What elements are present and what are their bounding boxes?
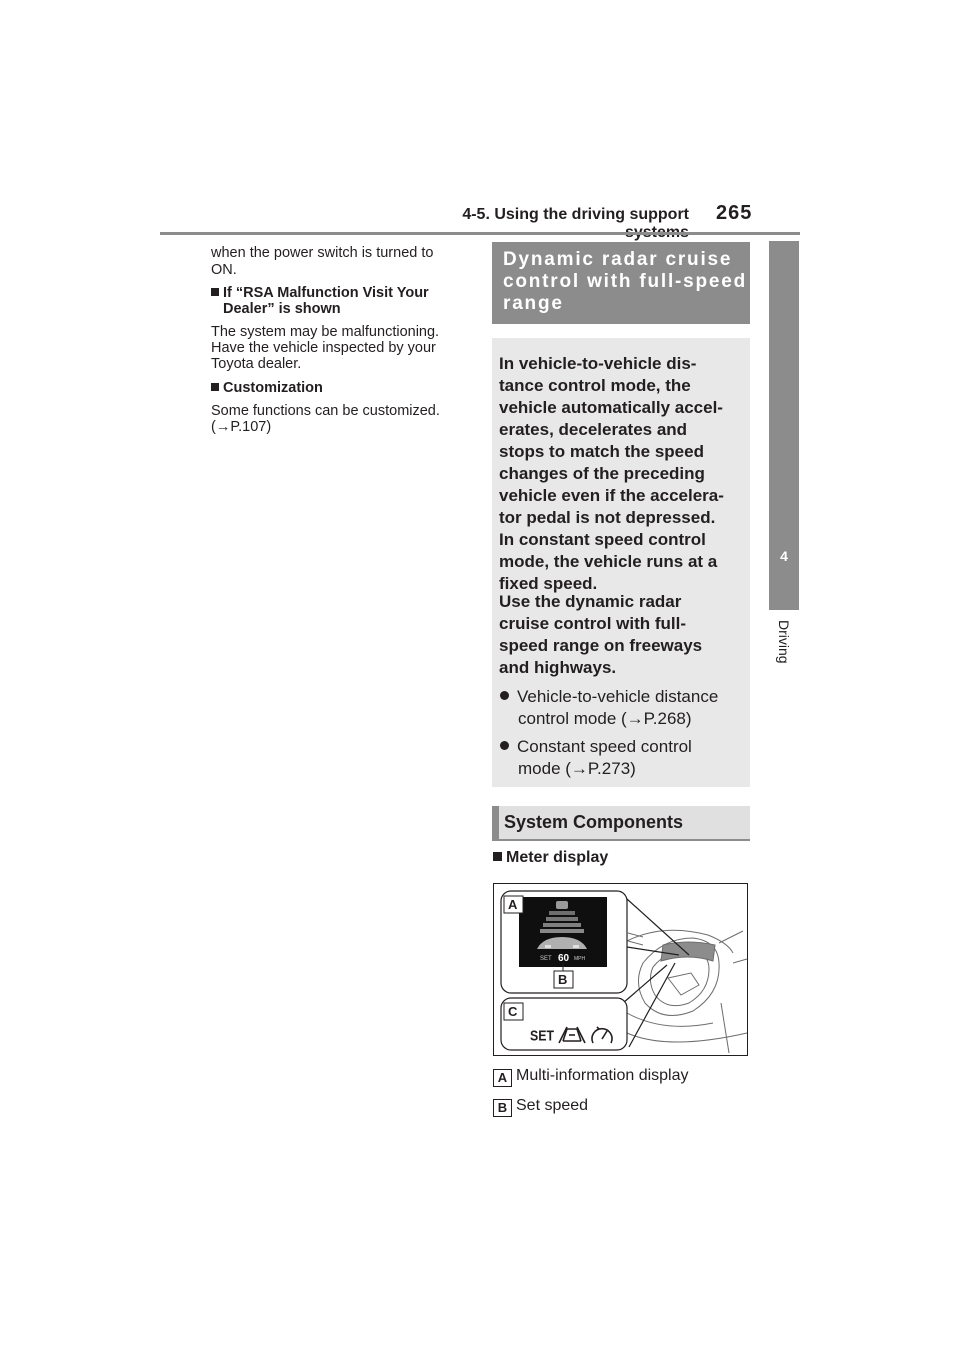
- square-bullet-icon: [211, 383, 219, 391]
- intro-line-2: ON.: [211, 262, 237, 278]
- chapter-number: 4: [780, 548, 788, 564]
- components-heading: System Components: [504, 812, 684, 832]
- rsa-body-1: The system may be malfunctioning.: [211, 324, 440, 340]
- caption-b: B Set speed: [493, 1097, 588, 1117]
- callout-c: C: [508, 1004, 518, 1019]
- square-bullet-icon: [493, 852, 502, 861]
- meter-heading: Meter display: [493, 849, 608, 867]
- callout-b: B: [558, 972, 568, 987]
- rsa-heading-2: Dealer” is shown: [223, 301, 341, 317]
- section-heading: Dynamic radar cruise control with full-speed range: [503, 249, 748, 314]
- usage-text: Use the dynamic radar cruise control with full- speed range on freeways and highways.: [499, 592, 703, 677]
- rsa-body-2: Have the vehicle inspected by your: [211, 340, 436, 356]
- square-bullet-icon: [211, 288, 219, 296]
- page-number: 265: [716, 202, 753, 224]
- bullet-item[interactable]: Vehicle-to-vehicle distance control mode (→P.268): [500, 686, 746, 730]
- intro-line-1: when the power switch is turned to: [211, 245, 434, 261]
- caption-a: A Multi-information display: [493, 1067, 689, 1087]
- components-heading-bar: [492, 806, 499, 840]
- bullet-dot-icon: [500, 691, 509, 700]
- bullet-item[interactable]: Constant speed control mode (→P.273): [500, 736, 746, 780]
- summary-text: In vehicle-to-vehicle dis- tance control mode, the vehicle automatically accel- erates, decelerates and stops to match the speed changes of the preceding vehicle even if the accelera- tor pedal is not depressed. In constant speed control mode, the vehicle runs at a fixed speed.: [499, 354, 724, 593]
- rsa-body-3: Toyota dealer.: [211, 356, 302, 372]
- set-text: SET: [540, 956, 552, 962]
- rsa-heading: If “RSA Malfunction Visit Your: [211, 285, 429, 301]
- components-heading-rule: [492, 839, 750, 841]
- bullet-dot-icon: [500, 741, 509, 750]
- chapter-label: [760, 620, 808, 680]
- speed-value: 60: [558, 953, 570, 964]
- meter-illustration: [493, 883, 748, 1056]
- indicator-set: SET: [530, 1027, 555, 1044]
- custom-body-2[interactable]: (→P.107): [211, 419, 272, 435]
- speed-unit: MPH: [574, 956, 586, 962]
- custom-body-1: Some functions can be customized.: [211, 403, 440, 419]
- chapter-label-text: Driving: [776, 620, 792, 664]
- header-rule: [160, 232, 800, 235]
- custom-heading: Customization: [211, 380, 323, 396]
- section-title: 4-5. Using the driving support: [462, 206, 689, 223]
- callout-a: A: [508, 897, 518, 912]
- caption-a-key: A: [493, 1069, 512, 1087]
- caption-b-key: B: [493, 1099, 512, 1117]
